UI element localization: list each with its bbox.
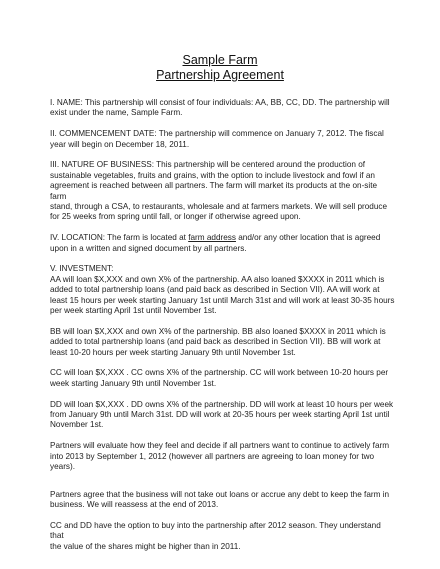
section-evaluation: Partners will evaluate how they feel and decide if all partners want to continue to actively farm into 2013 by September 1, 2012 (however all partners are agreeing to loan money for two years). bbox=[50, 441, 390, 472]
investment-aa: AA will loan $X,XXX and own X% of the partnership. AA also loaned $XXXX in 2011 which is added to total partnership loans (and paid back as described in Section VII). AA will work at least 15 hours per week starting January 1st until March 31st and will work at least 30-35 hours per week starting April 1st until November 1st. bbox=[50, 274, 395, 316]
location-text-after: and/or any other location that is agreed upon in a written and signed document by all partners. bbox=[50, 233, 381, 253]
investment-cc: CC will loan $X,XXX . CC owns X% of the partnership. CC will work between 10-20 hours per week starting January 9th until November 1st. bbox=[50, 368, 389, 388]
location-text-before: IV. LOCATION: The farm is located at bbox=[50, 233, 189, 243]
section-name: I. NAME: This partnership will consist of four individuals: AA, BB, CC, DD. The partnership will exist under the name, Sample Farm. bbox=[50, 98, 390, 118]
section-buy-in: CC and DD have the option to buy into the partnership after 2012 season. They understand that the value of the shares might be higher than in 2011. bbox=[50, 520, 381, 551]
section-investment-heading: V. INVESTMENT: bbox=[50, 264, 114, 274]
title-partnership-agreement: Partnership Agreement bbox=[156, 68, 284, 82]
section-commencement: II. COMMENCEMENT DATE: The partnership will commence on January 7, 2012. The fiscal year will begin on December 18, 2011. bbox=[50, 129, 384, 149]
section-nature-of-business: III. NATURE OF BUSINESS: This partnership will be centered around the production of sustainable vegetables, fruits and grains, with the option to include livestock and fowl if an agreement is reached between all partners. The farm will market its products at the on-site farm stand, through a CSA, to restaurants, wholesale and at farmers markets. We will sell produce for 25 weeks from spring until fall, or longer if otherwise agreed upon. bbox=[50, 160, 388, 222]
document-title bbox=[0, 53, 440, 83]
section-location bbox=[50, 233, 395, 254]
investment-dd: DD will loan $X,XXX . DD owns X% of the partnership. DD will work at least 10 hours per week from January 9th until March 31st. DD will work at 20-35 hours per week starting April 1st until November 1st. bbox=[50, 399, 394, 430]
document-body bbox=[50, 98, 395, 552]
location-farm-address: farm address bbox=[188, 233, 236, 243]
investment-bb: BB will loan $X,XXX and own X% of the partnership. BB also loaned $XXXX in 2011 which is added to total partnership loans (and paid back as described in Section VII). BB will work at least 10-20 hours per week starting January 9th until November 1st. bbox=[50, 326, 386, 357]
title-sample-farm: Sample Farm bbox=[182, 53, 258, 67]
section-debt: Partners agree that the business will not take out loans or accrue any debt to keep the farm in business. We will reassess at the end of 2013. bbox=[50, 489, 390, 509]
